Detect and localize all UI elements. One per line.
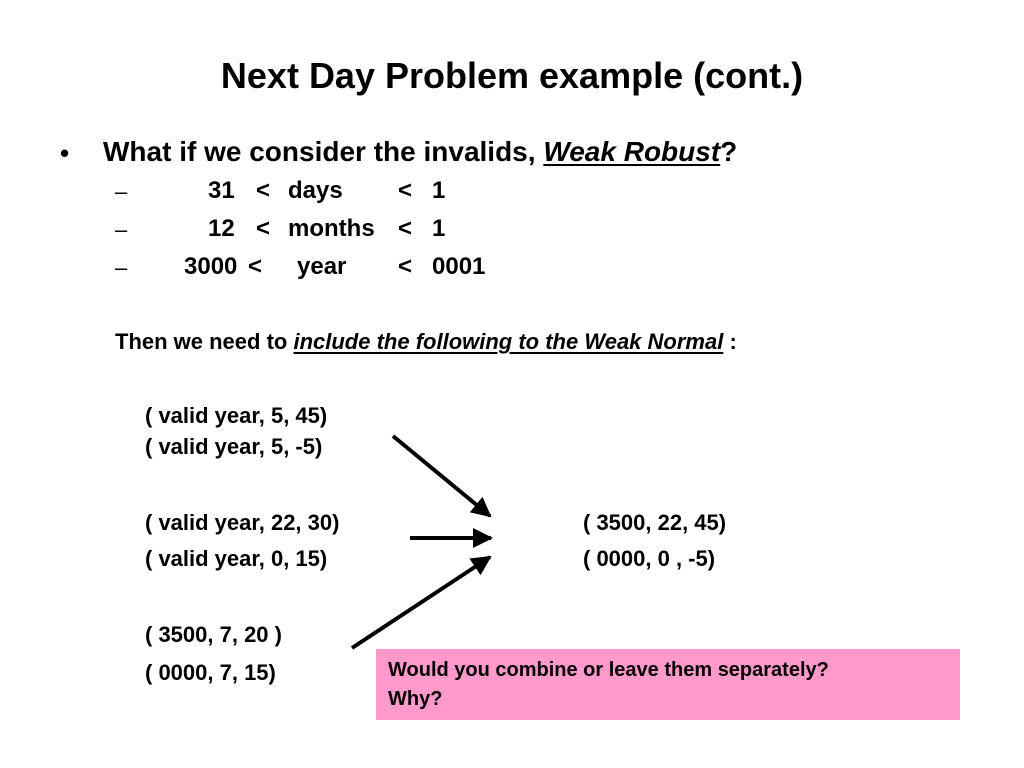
bullet-marker: • — [60, 138, 70, 168]
condition-op: < — [398, 253, 413, 280]
case-item: ( 3500, 7, 20 ) — [145, 622, 282, 647]
condition-op: < — [398, 177, 413, 204]
slide-title: Next Day Problem example (cont.) — [220, 55, 804, 96]
condition-name: days — [288, 177, 343, 204]
callout-line-1: Would you combine or leave them separately? — [388, 659, 829, 681]
arrow-down-right — [393, 436, 490, 516]
then-suffix: : — [723, 329, 737, 354]
condition-name: months — [288, 215, 375, 242]
bullet-text-after: ? — [720, 136, 738, 167]
then-emphasis: include the following to the Weak Normal — [293, 329, 724, 354]
condition-high: 1 — [432, 215, 446, 242]
condition-dash: – — [115, 217, 128, 242]
condition-low: 12 — [208, 215, 235, 242]
combined-case: ( 0000, 0 , -5) — [583, 546, 716, 571]
case-item: ( 0000, 7, 15) — [145, 660, 276, 685]
condition-high: 1 — [432, 177, 446, 204]
condition-low: 31 — [208, 177, 235, 204]
callout-line-2: Why? — [388, 688, 443, 710]
condition-op: < — [256, 215, 271, 242]
condition-dash: – — [115, 255, 128, 280]
bullet-emphasis: Weak Robust — [543, 136, 721, 167]
condition-dash: – — [115, 179, 128, 204]
question-callout — [376, 649, 960, 720]
bullet-text-before: What if we consider the invalids, — [103, 136, 544, 167]
combined-case: ( 3500, 22, 45) — [583, 510, 727, 535]
condition-op: < — [398, 215, 413, 242]
condition-op: < — [248, 253, 263, 280]
case-item: ( valid year, 5, 45) — [145, 403, 328, 428]
condition-high: 0001 — [432, 253, 486, 280]
condition-low: 3000 — [184, 253, 238, 280]
case-item: ( valid year, 0, 15) — [145, 546, 328, 571]
case-item: ( valid year, 5, -5) — [145, 434, 323, 459]
condition-op: < — [256, 177, 271, 204]
arrow-up-right — [352, 557, 490, 648]
case-item: ( valid year, 22, 30) — [145, 510, 340, 535]
condition-name: year — [297, 253, 347, 280]
then-prefix: Then we need to — [115, 329, 294, 354]
